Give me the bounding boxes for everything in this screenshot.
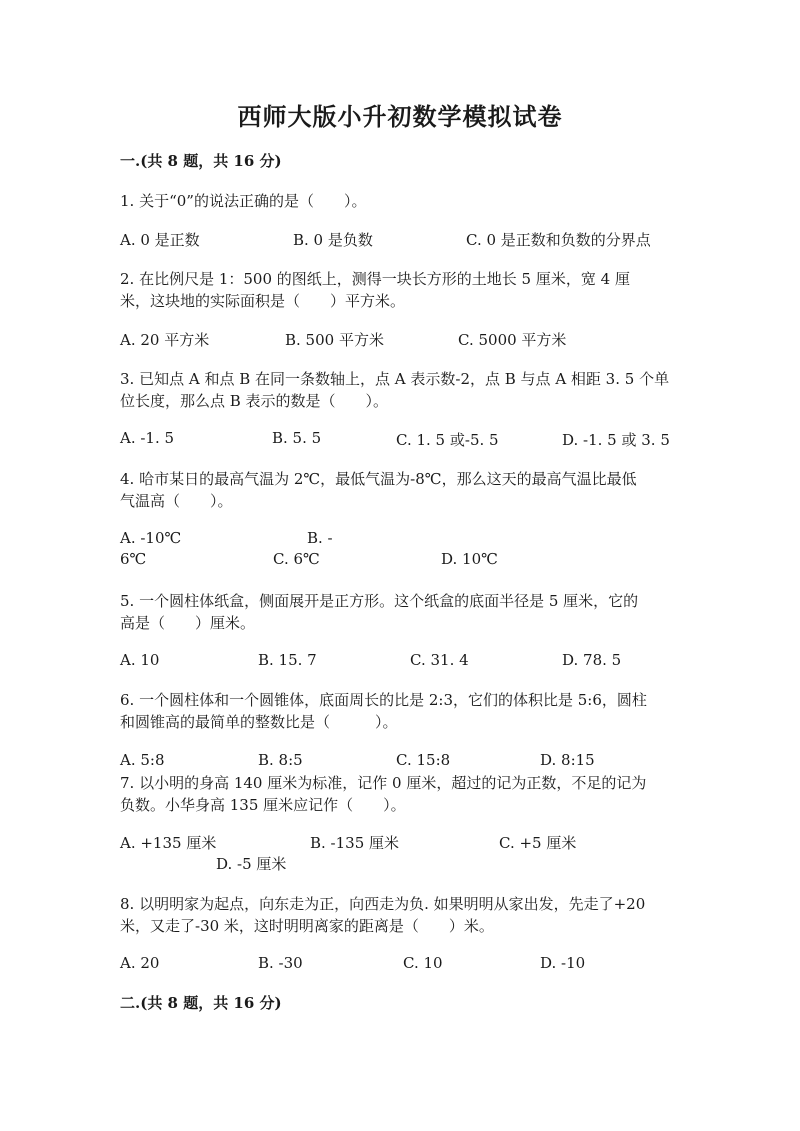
q8-option-a: A. 20: [120, 954, 160, 972]
q6-option-c: C. 15:8: [396, 751, 451, 769]
question-5-text-line-2: 高是（ ）厘米。: [120, 614, 256, 632]
q8-option-c: C. 10: [403, 954, 443, 972]
q7-option-c: C. +5 厘米: [499, 834, 577, 852]
exam-title: 西师大版小升初数学模拟试卷: [237, 102, 563, 131]
q5-option-b: B. 15. 7: [258, 651, 317, 669]
q3-option-a: A. -1. 5: [120, 429, 175, 447]
question-2-text-line-1: 2. 在比例尺是 1：500 的图纸上，测得一块长方形的土地长 5 厘米，宽 4 厘: [120, 270, 630, 288]
q7-option-a: A. +135 厘米: [120, 834, 217, 852]
question-4-text-line-2: 气温高（ ）。: [120, 492, 233, 510]
question-3-text-line-1: 3. 已知点 A 和点 B 在同一条数轴上，点 A 表示数-2，点 B 与点 A 相距 3. 5 个单: [120, 370, 670, 388]
q6-option-a: A. 5:8: [120, 751, 165, 769]
q4-option-d: D. 10℃: [441, 550, 498, 568]
q4-option-b-value: 6℃: [120, 550, 147, 568]
q5-option-d: D. 78. 5: [562, 651, 622, 669]
q3-option-d: D. -1. 5 或 3. 5: [562, 431, 670, 449]
q8-option-d: D. -10: [540, 954, 586, 972]
q7-option-b: B. -135 厘米: [310, 834, 400, 852]
question-2-text-line-2: 米，这块地的实际面积是（ ）平方米。: [120, 292, 406, 310]
q4-option-b-prefix: B. -: [307, 529, 333, 547]
section-heading-1: 一.(共 8 题，共 16 分): [120, 152, 282, 170]
question-7-text-line-1: 7. 以小明的身高 140 厘米为标准，记作 0 厘米，超过的记为正数，不足的记为: [120, 774, 647, 792]
question-7-text-line-2: 负数。小华身高 135 厘米应记作（ ）。: [120, 796, 406, 814]
question-8-text-line-1: 8. 以明明家为起点，向东走为正，向西走为负. 如果明明从家出发，先走了+20: [120, 895, 646, 913]
q1-option-c: C. 0 是正数和负数的分界点: [466, 231, 651, 249]
q6-option-b: B. 8:5: [258, 751, 303, 769]
question-4-text-line-1: 4. 哈市某日的最高气温为 2℃，最低气温为-8℃，那么这天的最高气温比最低: [120, 470, 637, 488]
question-1-text: 1. 关于“0”的说法正确的是（ ）。: [120, 192, 367, 210]
q3-option-c: C. 1. 5 或-5. 5: [396, 431, 499, 449]
q2-option-c: C. 5000 平方米: [458, 331, 567, 349]
q3-option-b: B. 5. 5: [272, 429, 322, 447]
q2-option-b: B. 500 平方米: [285, 331, 384, 349]
q1-option-a: A. 0 是正数: [120, 231, 200, 249]
q4-option-a: A. -10℃: [120, 529, 182, 547]
section-heading-2: 二.(共 8 题，共 16 分): [120, 994, 282, 1012]
q1-option-b: B. 0 是负数: [293, 231, 373, 249]
question-3-text-line-2: 位长度，那么点 B 表示的数是（ ）。: [120, 392, 389, 410]
q6-option-d: D. 8:15: [540, 751, 595, 769]
question-5-text-line-1: 5. 一个圆柱体纸盒，侧面展开是正方形。这个纸盒的底面半径是 5 厘米，它的: [120, 592, 639, 610]
question-8-text-line-2: 米，又走了-30 米，这时明明离家的距离是（ ）米。: [120, 917, 494, 935]
q4-option-c: C. 6℃: [273, 550, 320, 568]
question-6-text-line-2: 和圆锥高的最简单的整数比是（ ）。: [120, 713, 398, 731]
question-6-text-line-1: 6. 一个圆柱体和一个圆锥体，底面周长的比是 2:3，它们的体积比是 5:6，圆柱: [120, 691, 647, 709]
q8-option-b: B. -30: [258, 954, 303, 972]
q5-option-a: A. 10: [120, 651, 160, 669]
q7-option-d: D. -5 厘米: [216, 855, 287, 873]
q2-option-a: A. 20 平方米: [120, 331, 210, 349]
q5-option-c: C. 31. 4: [410, 651, 469, 669]
